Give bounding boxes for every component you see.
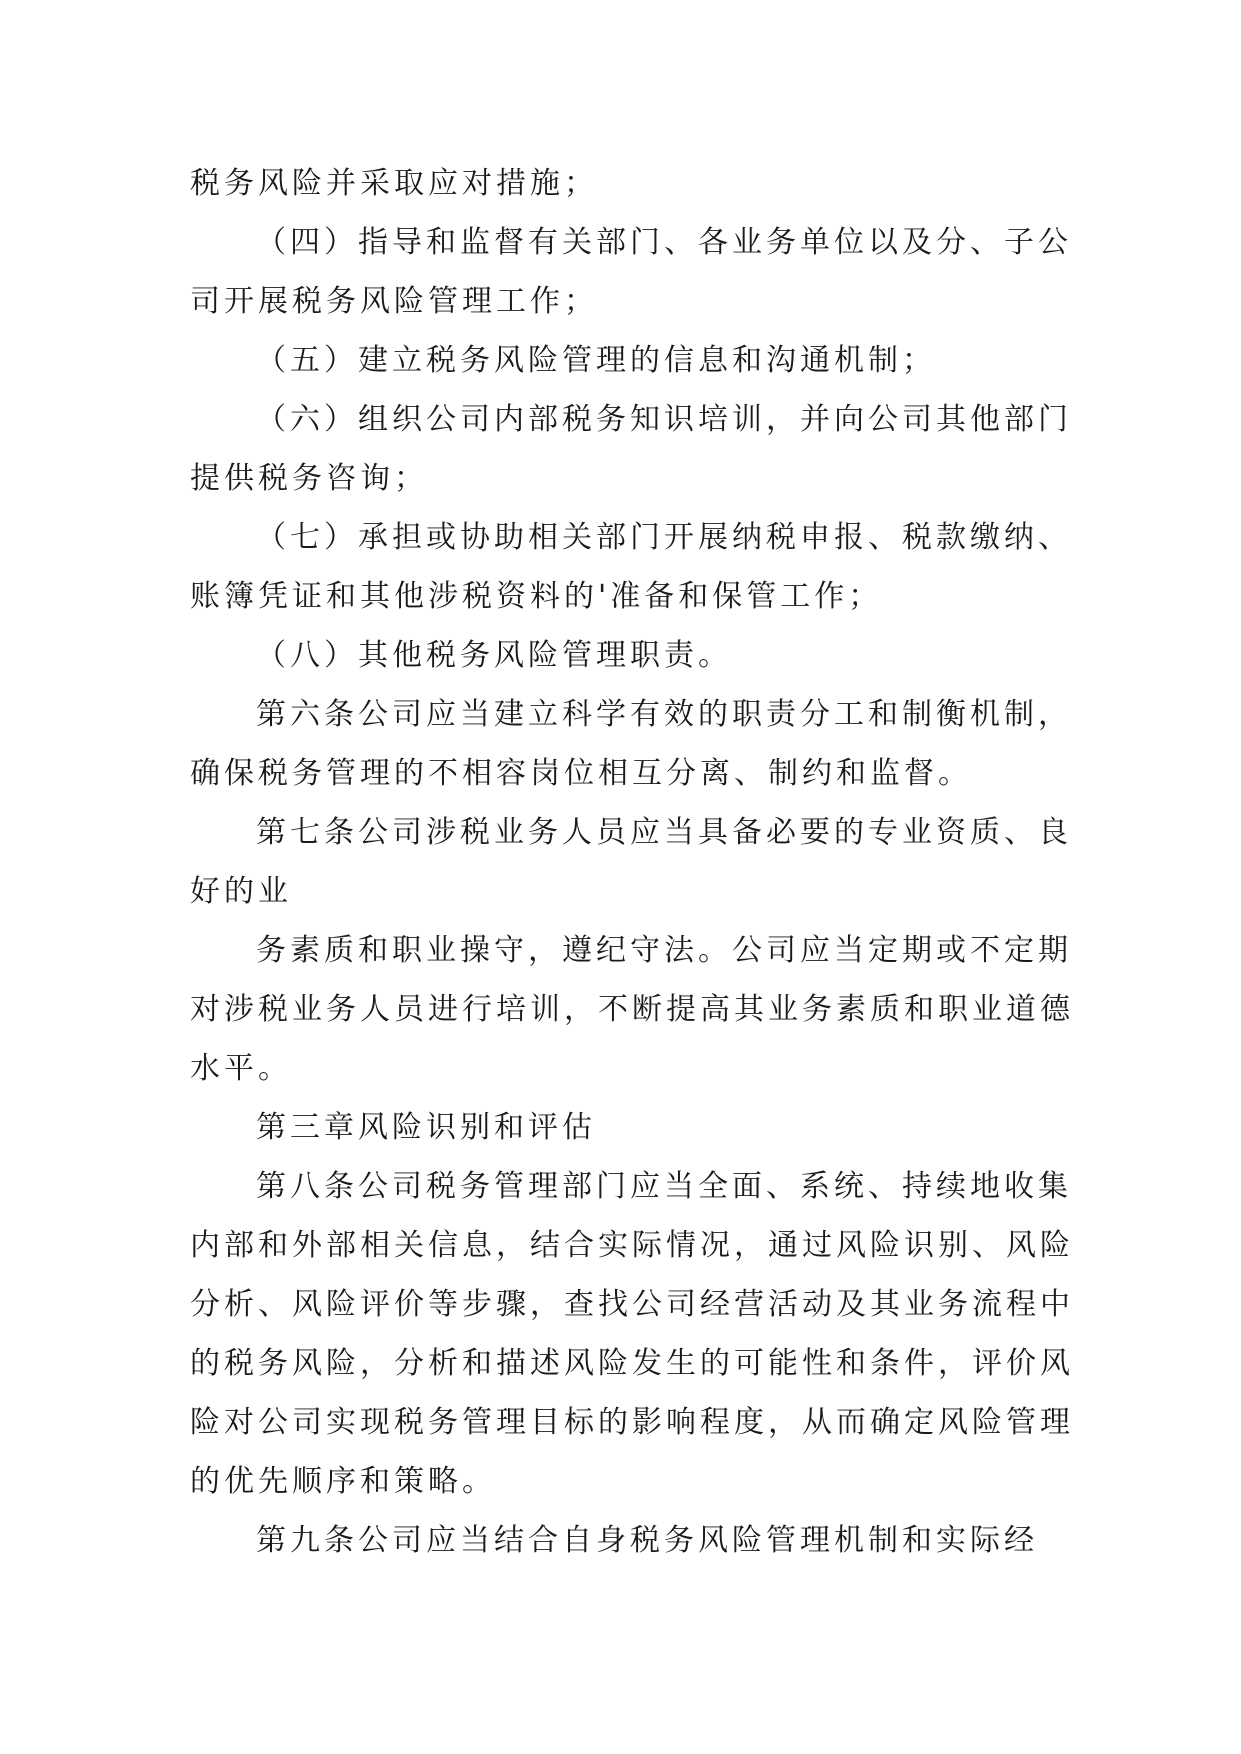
document-line: 分析、风险评价等步骤，查找公司经营活动及其业务流程中: [190, 1287, 1074, 1322]
document-line: （五）建立税务风险管理的信息和沟通机制；: [256, 343, 936, 378]
document-line: 第九条公司应当结合自身税务风险管理机制和实际经: [256, 1523, 1038, 1558]
document-line: 提供税务咨询；: [190, 461, 428, 496]
document-body: [190, 154, 1074, 1570]
document-line: 第七条公司涉税业务人员应当具备必要的专业资质、良: [256, 815, 1072, 850]
document-line: 内部和外部相关信息，结合实际情况，通过风险识别、风险: [190, 1228, 1074, 1263]
document-line: 险对公司实现税务管理目标的影响程度，从而确定风险管理: [190, 1405, 1074, 1440]
document-line: 司开展税务风险管理工作；: [190, 284, 598, 319]
document-line: 水平。: [190, 1051, 292, 1086]
document-line: （六）组织公司内部税务知识培训，并向公司其他部门: [256, 402, 1072, 437]
document-line: 的税务风险，分析和描述风险发生的可能性和条件，评价风: [190, 1346, 1074, 1381]
document-line: （七）承担或协助相关部门开展纳税申报、税款缴纳、: [256, 520, 1072, 555]
document-line: 账簿凭证和其他涉税资料的'准备和保管工作；: [190, 579, 883, 614]
document-line: 对涉税业务人员进行培训，不断提高其业务素质和职业道德: [190, 992, 1074, 1027]
document-line: 的优先顺序和策略。: [190, 1464, 496, 1499]
document-line: 第八条公司税务管理部门应当全面、系统、持续地收集: [256, 1169, 1072, 1204]
document-line: 税务风险并采取应对措施；: [190, 166, 598, 201]
document-line: 确保税务管理的不相容岗位相互分离、制约和监督。: [190, 756, 972, 791]
document-line: 好的业: [190, 874, 292, 909]
document-line: 第三章风险识别和评估: [256, 1110, 596, 1145]
document-line: （四）指导和监督有关部门、各业务单位以及分、子公: [256, 225, 1072, 260]
document-line: 务素质和职业操守，遵纪守法。公司应当定期或不定期: [256, 933, 1072, 968]
document-line: （八）其他税务风险管理职责。: [256, 638, 732, 673]
document-line: 第六条公司应当建立科学有效的职责分工和制衡机制，: [256, 697, 1072, 732]
